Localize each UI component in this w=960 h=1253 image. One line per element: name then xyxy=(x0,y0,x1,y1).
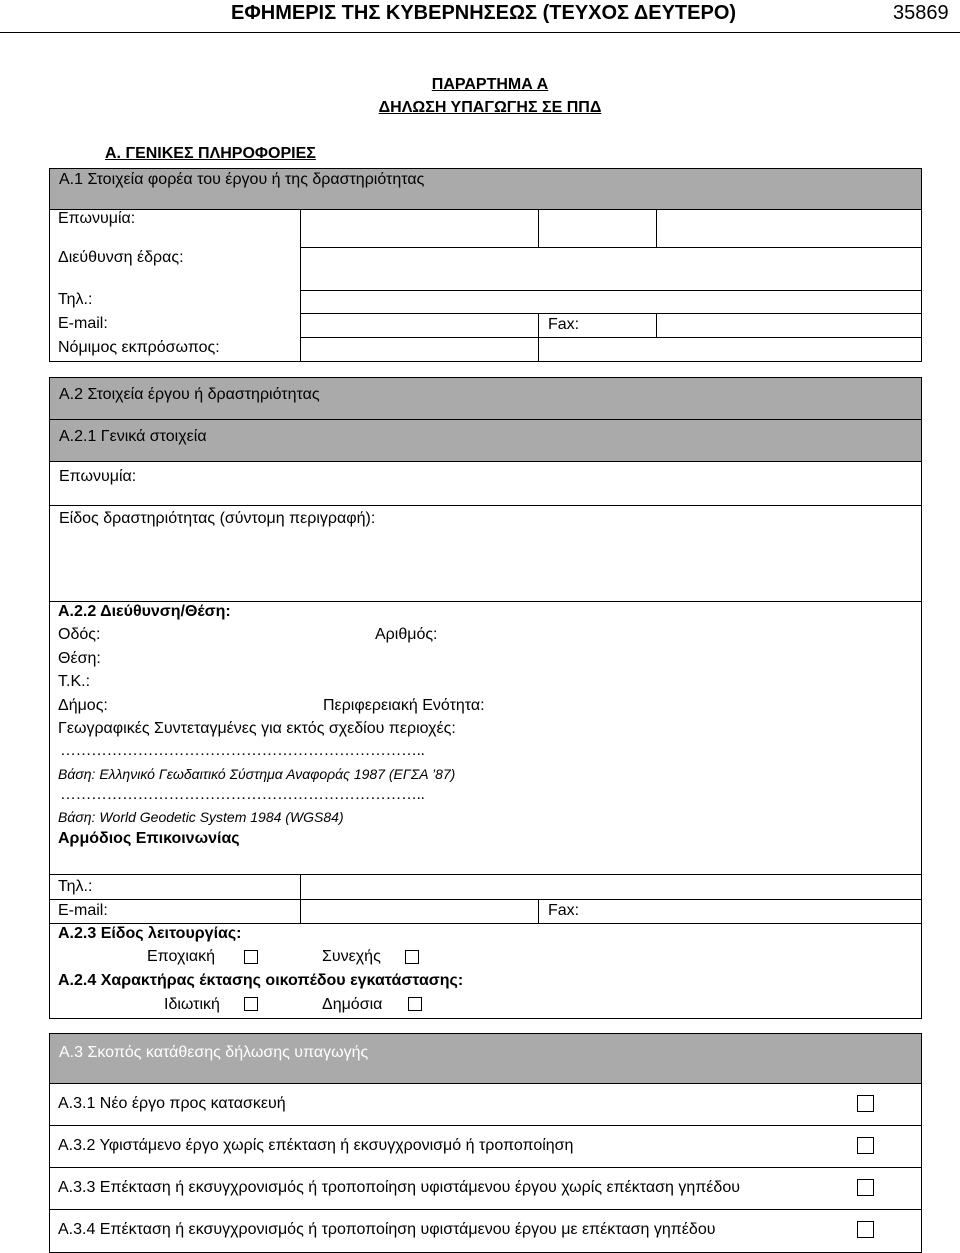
annex-subtitle: ΔΗΛΩΣΗ ΥΠΑΓΩΓΗΣ ΣΕ ΠΠΔ xyxy=(378,99,602,116)
a3-heading: Α.3 Σκοπός κατάθεσης δήλωσης υπαγωγής xyxy=(59,1044,369,1061)
a2-heading: Α.2 Στοιχεία έργου ή δραστηριότητας xyxy=(59,386,320,403)
a21-activity-label: Είδος δραστηριότητας (σύντομη περιγραφή): xyxy=(59,510,376,527)
coordinates-label: Γεωγραφικές Συντεταγμένες για εκτός σχεδίου περιοχές: xyxy=(58,720,456,737)
wgs-dots-field[interactable]: …………………………………………………………….. xyxy=(60,786,425,803)
wgs-note: Βάση: World Geodetic System 1984 (WGS84) xyxy=(58,809,344,825)
a1-fax-field[interactable] xyxy=(657,314,921,337)
contact-email-label: E-mail: xyxy=(58,902,108,919)
a1-representative-field[interactable] xyxy=(301,338,538,361)
a21-name-label: Επωνυμία: xyxy=(59,468,137,485)
a1-representative-label: Νόμιμος εκπρόσωπος: xyxy=(58,339,220,356)
contact-email-field[interactable] xyxy=(301,900,538,923)
a1-email-field[interactable] xyxy=(301,314,538,337)
a23-heading: Α.2.3 Είδος λειτουργίας: xyxy=(58,925,242,942)
a2-header-bar xyxy=(49,377,922,420)
a21-activity-row[interactable] xyxy=(49,505,922,602)
a3-option-2-checkbox[interactable] xyxy=(857,1137,874,1154)
regional-unit-label: Περιφερειακή Ενότητα: xyxy=(323,697,485,714)
a3-option-1-checkbox[interactable] xyxy=(857,1095,874,1112)
private-checkbox[interactable] xyxy=(244,997,258,1011)
a3-option-3-label: Α.3.3 Επέκταση ή εκσυγχρονισμός ή τροποποίηση υφιστάμενου έργου χωρίς επέκταση γηπέδου xyxy=(58,1179,740,1196)
contact-heading: Αρμόδιος Επικοινωνίας xyxy=(58,830,240,847)
header-rule xyxy=(0,32,960,33)
a1-tel-label: Τηλ.: xyxy=(58,291,93,308)
position-label: Θέση: xyxy=(58,650,101,667)
public-checkbox[interactable] xyxy=(408,997,422,1011)
contact-tel-label: Τηλ.: xyxy=(58,878,93,895)
gazette-title: ΕΦΗΜΕΡΙΣ ΤΗΣ ΚΥΒΕΡΝΗΣΕΩΣ (ΤΕΥΧΟΣ ΔΕΥΤΕΡΟ) xyxy=(231,2,737,24)
a1-header-bar xyxy=(49,168,922,210)
private-label: Ιδιωτική xyxy=(164,996,220,1013)
page-number: 35869 xyxy=(893,2,949,24)
a3-row-rule-3 xyxy=(49,1209,922,1210)
continuous-label: Συνεχής xyxy=(322,948,381,965)
a24-heading: Α.2.4 Χαρακτήρας έκτασης οικοπέδου εγκατάστασης: xyxy=(58,972,464,989)
a3-option-4-checkbox[interactable] xyxy=(857,1221,874,1238)
a3-option-4-label: Α.3.4 Επέκταση ή εκσυγχρονισμός ή τροποποίηση υφιστάμενου έργου με επέκταση γηπέδου xyxy=(58,1221,716,1238)
a3-row-rule-2 xyxy=(49,1167,922,1168)
a1-name-label: Επωνυμία: xyxy=(58,210,136,227)
a3-option-1-label: Α.3.1 Νέο έργο προς κατασκευή xyxy=(58,1095,286,1112)
seasonal-checkbox[interactable] xyxy=(244,950,258,964)
municipality-label: Δήμος: xyxy=(58,697,108,714)
a1-address-label: Διεύθυνση έδρας: xyxy=(58,249,184,266)
a3-option-2-label: Α.3.2 Υφιστάμενο έργο χωρίς επέκταση ή εκσυγχρονισμό ή τροποποίηση xyxy=(58,1137,574,1154)
a1-fax-divider xyxy=(538,313,539,362)
number-label: Αριθμός: xyxy=(375,626,438,643)
section-a-title: Α. ΓΕΝΙΚΕΣ ΠΛΗΡΟΦΟΡΙΕΣ xyxy=(105,145,316,162)
continuous-checkbox[interactable] xyxy=(405,950,419,964)
a1-email-label: E-mail: xyxy=(58,315,108,332)
a1-name-divider-2 xyxy=(656,209,657,247)
egsa-dots-field[interactable]: …………………………………………………………….. xyxy=(60,742,425,759)
a21-heading: Α.2.1 Γενικά στοιχεία xyxy=(59,428,207,445)
a1-address-field[interactable] xyxy=(301,248,921,290)
seasonal-label: Εποχιακή xyxy=(147,948,216,965)
a1-name-divider-1 xyxy=(538,209,539,247)
street-label: Οδός: xyxy=(58,626,101,643)
a1-heading: Α.1 Στοιχεία φορέα του έργου ή της δραστηριότητας xyxy=(59,171,425,188)
annex-title: ΠΑΡΑΡΤΗΜΑ Α xyxy=(431,76,549,93)
contact-fax-label: Fax: xyxy=(548,902,580,919)
a21-header-bar xyxy=(49,419,922,462)
contact-fax-divider xyxy=(538,899,539,923)
a3-header-bar xyxy=(49,1033,922,1084)
egsa-note: Βάση: Ελληνικό Γεωδαιτικό Σύστημα Αναφοράς 1987 (ΕΓΣΑ ’87) xyxy=(58,766,456,782)
a1-name-field[interactable] xyxy=(301,210,538,247)
a3-row-rule-1 xyxy=(49,1125,922,1126)
public-label: Δημόσια xyxy=(322,996,383,1013)
a21-name-row xyxy=(49,461,922,506)
a1-fax-label: Fax: xyxy=(548,316,580,333)
contact-row-rule-2 xyxy=(49,923,922,924)
a22-heading: Α.2.2 Διεύθυνση/Θέση: xyxy=(58,603,231,620)
a3-option-3-checkbox[interactable] xyxy=(857,1179,874,1196)
contact-tel-field[interactable] xyxy=(301,875,921,899)
a1-tel-field[interactable] xyxy=(301,291,921,313)
postal-code-label: Τ.Κ.: xyxy=(58,673,91,690)
